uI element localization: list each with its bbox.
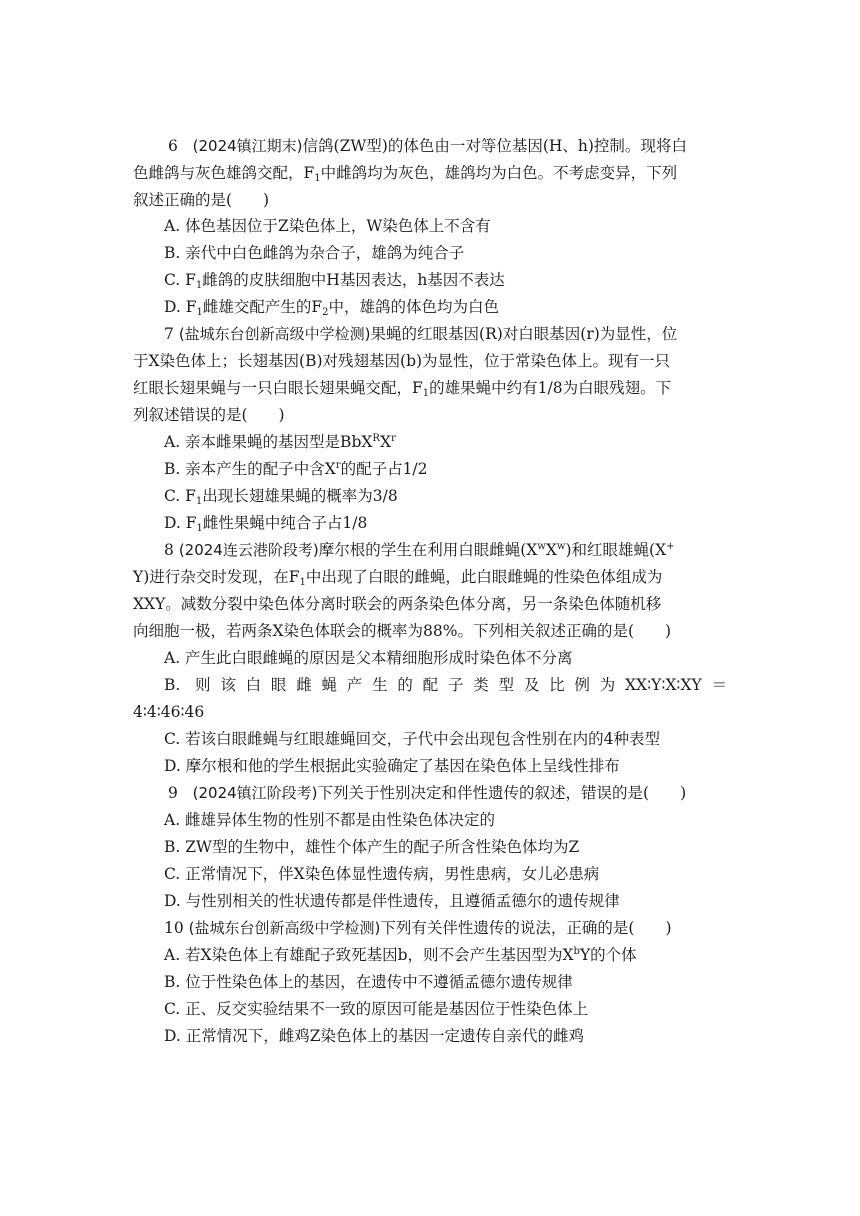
q9-option-c: C. 正常情况下，伴X染色体显性遗传病，男性患病，女儿必患病 (164, 865, 600, 883)
q6-stem-line-1: 6 (2024镇江期末)信鸽(ZW型)的体色由一对等位基因(H、h)控制。现将白 (168, 137, 687, 155)
q8-source: (2024连云港阶段考) (178, 541, 319, 559)
q10-option-d: D. 正常情况下，雌鸡Z染色体上的基因一定遗传自亲代的雌鸡 (164, 1027, 585, 1045)
q8-option-c: C. 若该白眼雌蝇与红眼雄蝇回交，子代中会出现包含性别在内的4种表型 (164, 730, 661, 748)
q7-option-b: B. 亲本产生的配子中含$X^r$的配子占1/2 (164, 460, 428, 478)
q9-stem: 9 (2024镇江阶段考)下列关于性别决定和伴性遗传的叙述，错误的是( ) (168, 784, 687, 802)
q9-option-b: B. ZW型的生物中，雄性个体产生的配子所含性染色体均为Z (164, 838, 580, 856)
q7-stem-line-3: 红眼长翅果蝇与一只白眼长翅果蝇交配，$F_1$的雄果蝇中约有1/8为白眼残翅。下 (133, 379, 672, 399)
q7-option-d: D. $F_1$雌性果蝇中纯合子占1/8 (164, 514, 368, 534)
q7-option-c: C. $F_1$出现长翅雄果蝇的概率为3/8 (164, 487, 398, 507)
q7-stem-line-1: 7 (盐城东台创新高级中学检测)果蝇的红眼基因(R)对白眼基因(r)为显性，位 (164, 325, 678, 343)
q6-stem-line-3: 叙述正确的是( ) (133, 191, 270, 209)
q8-stem-line-4: 向细胞一极，若两条X染色体联会的概率为88%。下列相关叙述正确的是( ) (133, 622, 672, 640)
q8-stem-line-3: XXY。减数分裂中染色体分离时联会的两条染色体分离，另一条染色体随机移 (133, 595, 662, 613)
q9-source: (2024镇江阶段考) (192, 784, 318, 802)
q10-stem: 10 (盐城东台创新高级中学检测)下列有关伴性遗传的说法，正确的是( ) (164, 919, 672, 937)
q9-option-d: D. 与性别相关的性状遗传都是伴性遗传，且遵循孟德尔的遗传规律 (164, 892, 620, 910)
q7-option-a: A. 亲本雌果蝇的基因型是$BbX^RX^r$ (164, 433, 396, 451)
q8-stem-line-2: Y)进行杂交时发现，在$F_1$中出现了白眼的雌蝇，此白眼雌蝇的性染色体组成为 (133, 568, 663, 588)
q8-option-a: A. 产生此白眼雌蝇的原因是父本精细胞形成时染色体不分离 (164, 649, 573, 667)
q6-option-b: B. 亲代中白色雌鸽为杂合子，雄鸽为纯合子 (164, 244, 465, 262)
q7-stem-line-4: 列叙述错误的是( ) (133, 406, 285, 424)
q8-stem-line-1: 8 (2024连云港阶段考)摩尔根的学生在利用白眼雌蝇$(X^wX^w)$和红眼雄蝇(X+ (164, 541, 675, 559)
q8-option-b-line-1: B. 则该白眼雌蝇产生的配子类型及比例为XX∶Y∶X∶XY＝ (164, 676, 727, 694)
q7-stem-line-2: 于X染色体上；长翅基因(B)对残翅基因(b)为显性，位于常染色体上。现有一只 (133, 352, 671, 370)
q10-option-c: C. 正、反交实验结果不一致的原因可能是基因位于性染色体上 (164, 1000, 589, 1018)
q6-option-c: C. $F_1$雌鸽的皮肤细胞中H基因表达，h基因不表达 (164, 271, 505, 291)
q8-option-d: D. 摩尔根和他的学生根据此实验确定了基因在染色体上呈线性排布 (164, 757, 620, 775)
q10-option-b: B. 位于性染色体上的基因，在遗传中不遵循孟德尔遗传规律 (164, 973, 573, 991)
q10-source: (盐城东台创新高级中学检测) (188, 919, 381, 937)
q7-source: (盐城东台创新高级中学检测) (178, 325, 371, 343)
q10-option-a: A. 若X染色体上有雄配子致死基因b，则不会产生基因型为$X^bY$的个体 (164, 946, 637, 964)
q9-option-a: A. 雌雄异体生物的性别不都是由性染色体决定的 (164, 811, 496, 829)
q6-option-d: D. $F_1$雌雄交配产生的$F_2$中，雄鸽的体色均为白色 (164, 298, 500, 318)
q8-option-b-line-2: 4∶4∶46∶46 (133, 703, 205, 721)
q6-stem-line-2: 色雌鸽与灰色雄鸽交配，$F_1$中雌鸽均为灰色，雄鸽均为白色。不考虑变异，下列 (133, 164, 678, 184)
q6-option-a: A. 体色基因位于Z染色体上，W染色体上不含有 (164, 217, 491, 235)
q6-source: (2024镇江期末) (192, 137, 303, 155)
